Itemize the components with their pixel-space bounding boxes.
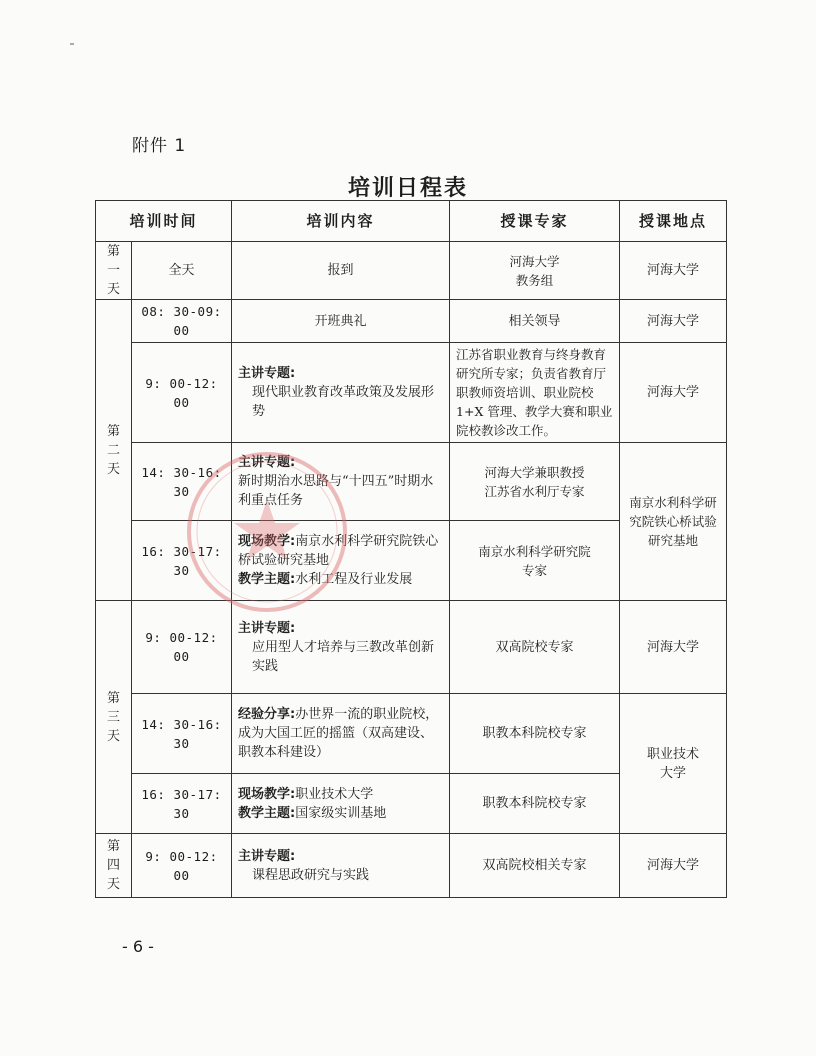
time-cell: 08: 30-09: 00 bbox=[132, 300, 232, 343]
expert-cell: 河海大学兼职教授 江苏省水利厅专家 bbox=[450, 443, 620, 521]
table-row bbox=[96, 242, 727, 300]
col-header-expert: 授课专家 bbox=[450, 201, 620, 242]
table-row bbox=[96, 343, 727, 443]
table-row bbox=[96, 300, 727, 343]
expert-cell: 双高院校相关专家 bbox=[450, 834, 620, 898]
time-cell: 16: 30-17: 30 bbox=[132, 774, 232, 834]
col-header-content: 培训内容 bbox=[232, 201, 450, 242]
expert-cell: 职教本科院校专家 bbox=[450, 774, 620, 834]
col-header-time: 培训时间 bbox=[96, 201, 232, 242]
place-cell: 南京水利科学研究院铁心桥试验研究基地 bbox=[620, 443, 727, 601]
day-label-3: 第 三 天 bbox=[96, 601, 132, 834]
place-cell: 河海大学 bbox=[620, 300, 727, 343]
content-cell: 主讲专题: 新时期治水思路与“十四五”时期水利重点任务 bbox=[232, 443, 450, 521]
time-cell: 全天 bbox=[132, 242, 232, 300]
content-cell: 主讲专题: 应用型人才培养与三教改革创新实践 bbox=[232, 601, 450, 694]
attachment-label: 附件 1 bbox=[132, 136, 187, 156]
place-cell: 河海大学 bbox=[620, 834, 727, 898]
place-cell: 河海大学 bbox=[620, 601, 727, 694]
content-cell: 报到 bbox=[232, 242, 450, 300]
schedule-table bbox=[95, 200, 727, 898]
time-cell: 14: 30-16: 30 bbox=[132, 694, 232, 774]
scan-speck bbox=[70, 43, 74, 45]
expert-cell: 相关领导 bbox=[450, 300, 620, 343]
content-cell: 开班典礼 bbox=[232, 300, 450, 343]
col-header-place: 授课地点 bbox=[620, 201, 727, 242]
time-cell: 9: 00-12: 00 bbox=[132, 343, 232, 443]
content-cell: 经验分享:办世界一流的职业院校，成为大国工匠的摇篮（双高建设、职教本科建设） bbox=[232, 694, 450, 774]
day-label-1: 第 一 天 bbox=[96, 242, 132, 300]
content-cell: 主讲专题: 课程思政研究与实践 bbox=[232, 834, 450, 898]
day-label-2: 第 二 天 bbox=[96, 300, 132, 601]
expert-cell: 职教本科院校专家 bbox=[450, 694, 620, 774]
expert-cell: 南京水利科学研究院 专家 bbox=[450, 521, 620, 601]
table-row bbox=[96, 694, 727, 774]
content-cell: 现场教学:南京水利科学研究院铁心桥试验研究基地 教学主题:水利工程及行业发展 bbox=[232, 521, 450, 601]
expert-cell: 江苏省职业教育与终身教育研究所专家；负责省教育厅职教师资培训、职业院校 1+X 管理、教学大赛和职业院校教诊改工作。 bbox=[450, 343, 620, 443]
time-cell: 9: 00-12: 00 bbox=[132, 834, 232, 898]
content-cell: 现场教学:职业技术大学 教学主题:国家级实训基地 bbox=[232, 774, 450, 834]
place-cell: 职业技术 大学 bbox=[620, 694, 727, 834]
time-cell: 14: 30-16: 30 bbox=[132, 443, 232, 521]
table-row bbox=[96, 601, 727, 694]
expert-cell: 双高院校专家 bbox=[450, 601, 620, 694]
place-cell: 河海大学 bbox=[620, 242, 727, 300]
document-title: 培训日程表 bbox=[347, 175, 468, 201]
table-header-row bbox=[96, 201, 727, 242]
table-row bbox=[96, 443, 727, 521]
day-label-4: 第 四 天 bbox=[96, 834, 132, 898]
expert-cell: 河海大学 教务组 bbox=[450, 242, 620, 300]
time-cell: 9: 00-12: 00 bbox=[132, 601, 232, 694]
content-cell: 主讲专题: 现代职业教育改革政策及发展形势 bbox=[232, 343, 450, 443]
time-cell: 16: 30-17: 30 bbox=[132, 521, 232, 601]
table-row bbox=[96, 834, 727, 898]
page-number: - 6 - bbox=[122, 937, 154, 956]
place-cell: 河海大学 bbox=[620, 343, 727, 443]
